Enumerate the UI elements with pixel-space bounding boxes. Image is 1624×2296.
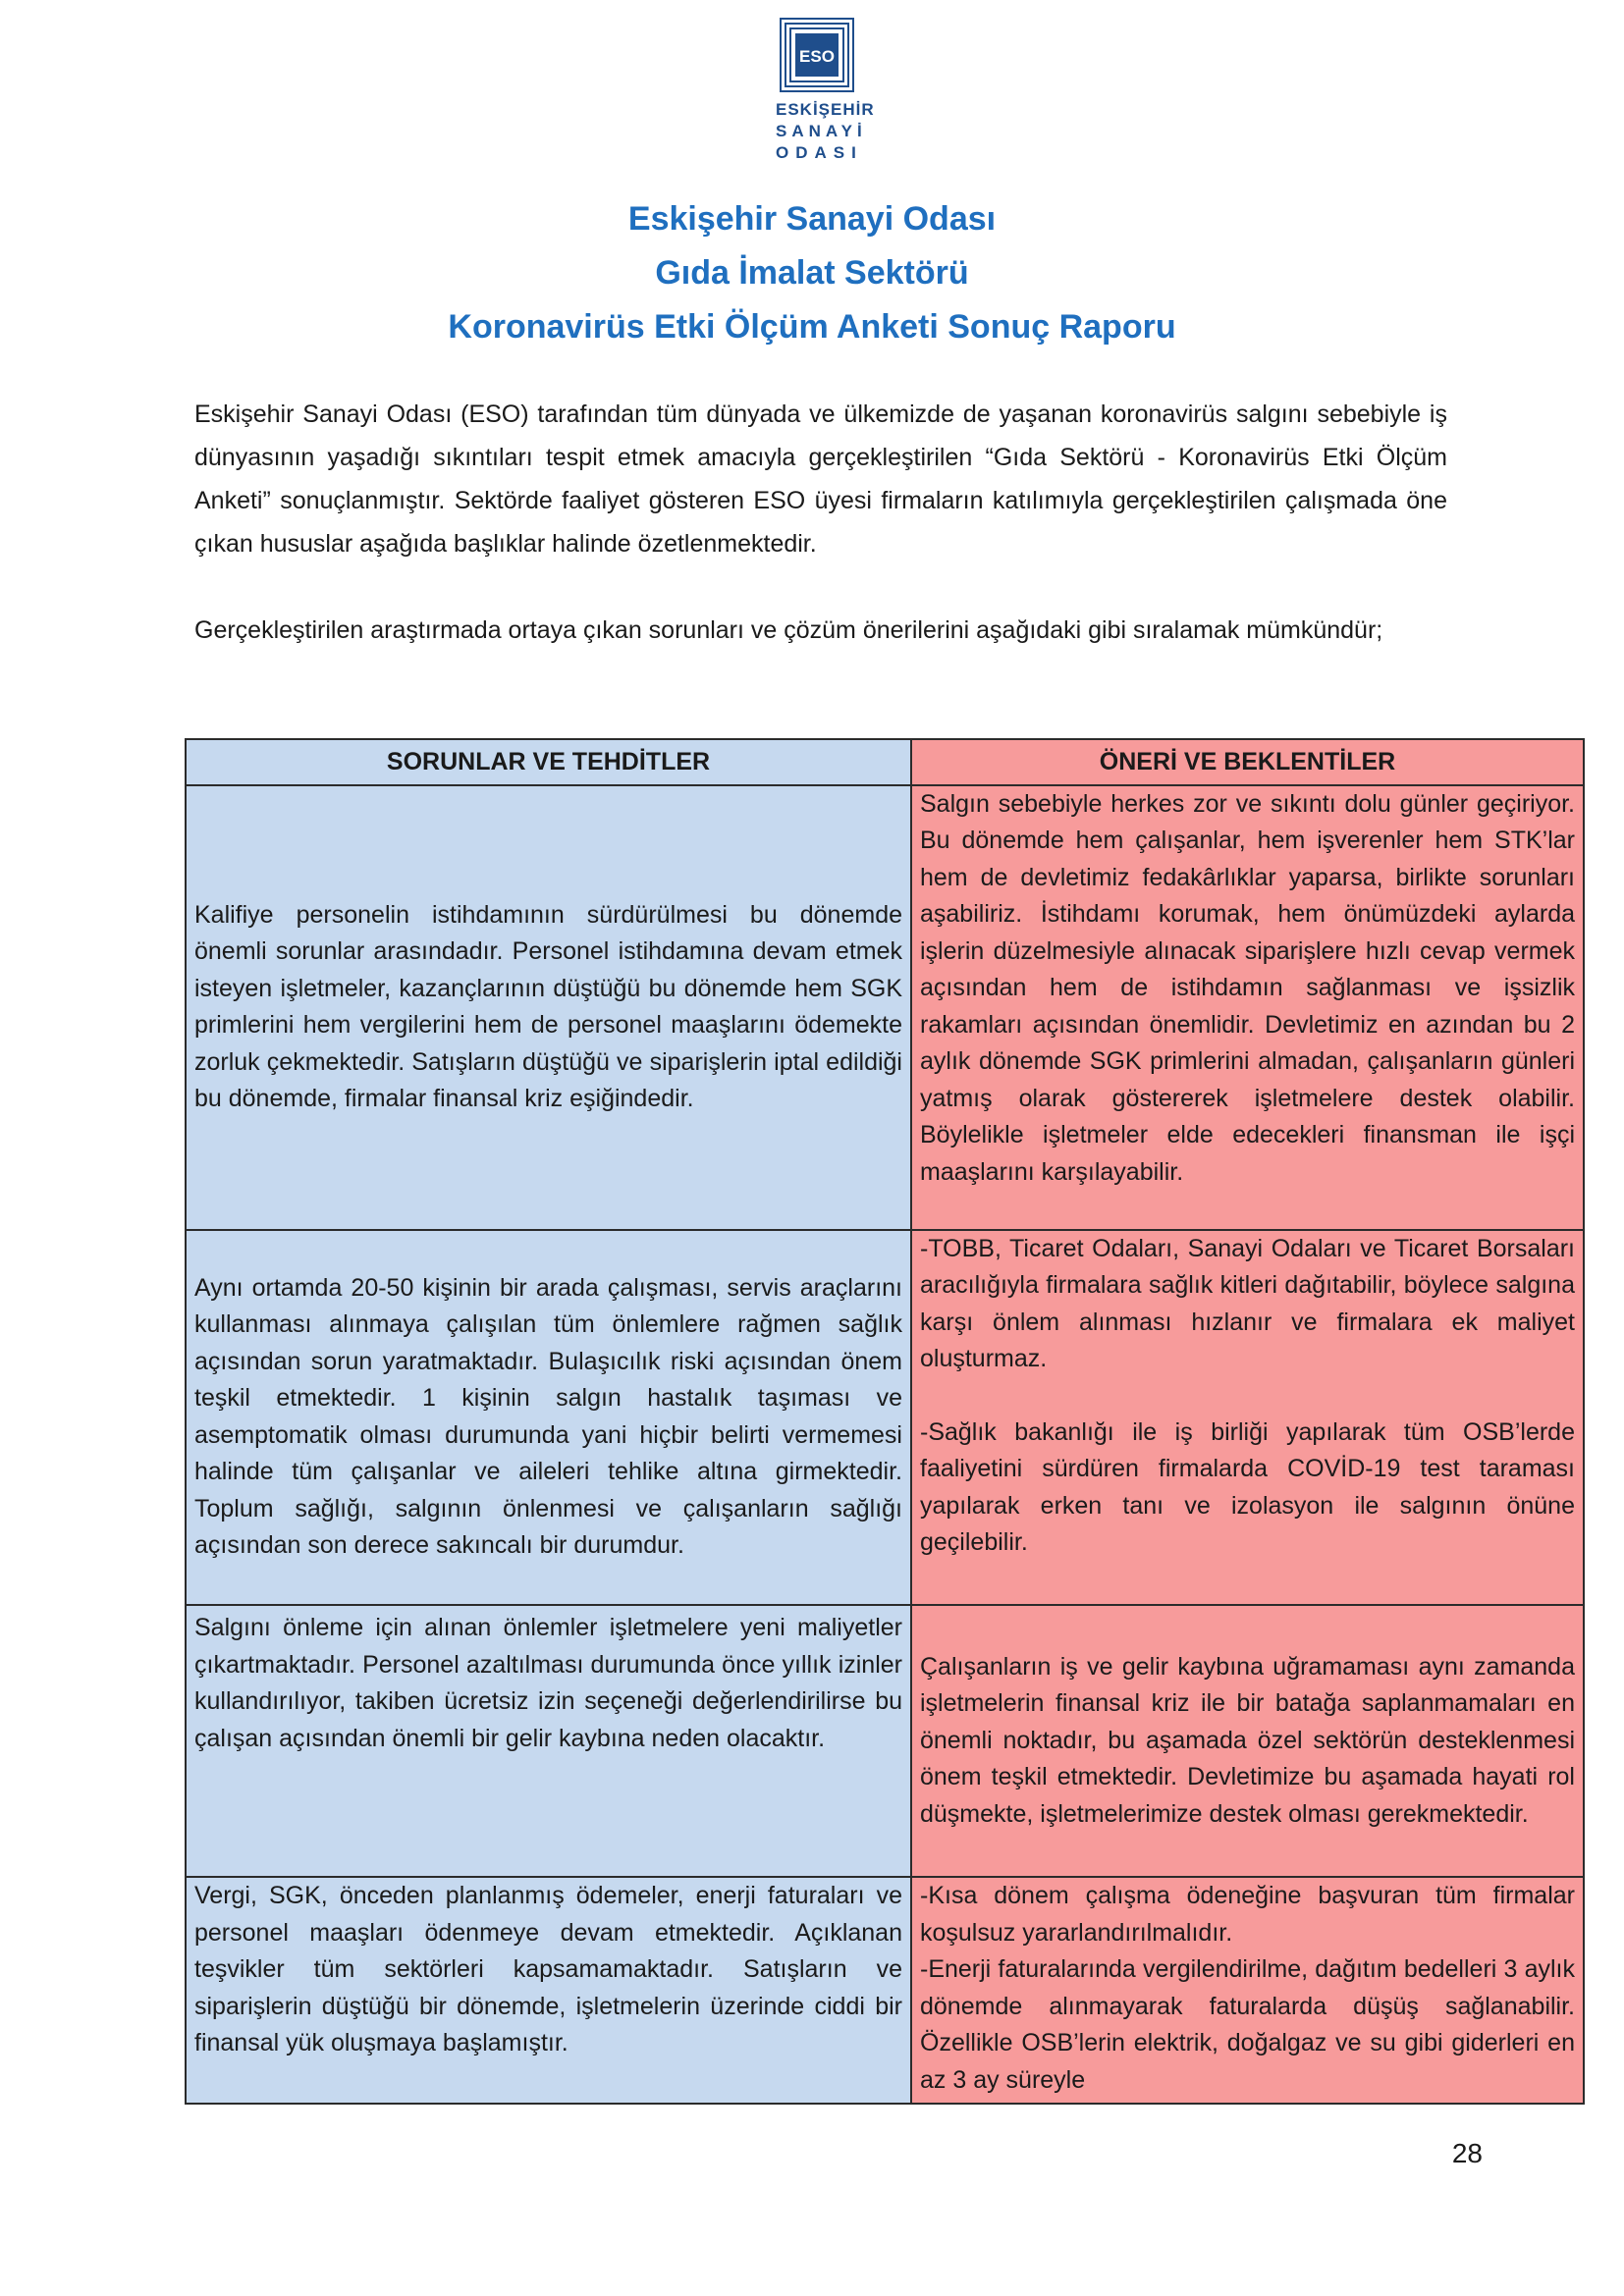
- suggestion-cell: Salgın sebebiyle herkes zor ve sıkıntı dolu günler geçiriyor. Bu dönemde hem çalışanlar, hem işverenler hem STK’lar hem de devletimiz fedakârlıklar yaparsa, birlikte sorunları aşabiliriz. İstihdamı korumak, hem önümüzdeki aylarda işlerin düzelmesiyle alınacak siparişlere hızlı cevap vermek açısından hem de istihdamın sağlanması ve işsizlik rakamları açısından önemlidir. Devletimiz en azından bu 2 aylık dönemde SGK primlerini almadan, çalışanların günleri yatmış olarak göstererek işletmelere destek olabilir. Böylelikle işletmeler elde edecekleri finansman ile işçi maaşlarını karşılayabilir.: [911, 785, 1584, 1230]
- logo-mark-text: ESO: [799, 47, 835, 66]
- eso-logo-mark-icon: [780, 18, 854, 92]
- suggestion-cell: Çalışanların iş ve gelir kaybına uğramaması aynı zamanda işletmelerin finansal kriz ile bir batağa saplanmamaları en önemli noktadır, bu aşamada özel sektörün desteklenmesi önem teşkil etmektedir. Devletimize bu aşamada hayati rol düşmekte, işletmelerimize destek olması gerekmektedir.: [911, 1605, 1584, 1877]
- title-sector: Gıda İmalat Sektörü: [655, 254, 969, 292]
- table-row: [186, 1877, 1584, 2104]
- eso-logo: [776, 18, 875, 163]
- suggestion-item: -Sağlık bakanlığı ile iş birliği yapılarak tüm OSB’lerde faaliyetini sürdüren firmalarda COVİD-19 test taraması yapılarak erken tanı ve izolasyon ile salgının önüne geçilebilir.: [920, 1417, 1575, 1557]
- problems-suggestions-table: [185, 738, 1585, 2105]
- problem-cell: Kalifiye personelin istihdamının sürdürülmesi bu dönemde önemli sorunlar arasındadır. Personel istihdamına devam etmek isteyen işletmeler, kazançlarının düştüğü bu dönemde hem SGK primlerini hem vergilerini hem de personel maaşlarını ödemekte zorluk çekmektedir. Satışların düştüğü ve siparişlerin iptal edildiği bu dönemde, firmalar finansal kriz eşiğindedir.: [186, 785, 911, 1230]
- problem-cell: Aynı ortamda 20-50 kişinin bir arada çalışması, servis araçlarını kullanması alınmaya çalışılan tüm önlemlere rağmen sağlık açısından sorun yaratmaktadır. Bulaşıcılık riski açısından önem teşkil etmektedir. 1 kişinin salgın hastalık taşıması ve asemptomatik olması durumunda yani hiçbir belirti vermemesi halinde tüm çalışanlar ve aileleri tehlike altına girmektedir. Toplum sağlığı, salgının önlenmesi ve çalışanların sağlığı açısından son derece sakıncalı bir durumdur.: [186, 1230, 911, 1605]
- suggestion-cell: [911, 1230, 1584, 1605]
- header-suggestions: ÖNERİ VE BEKLENTİLER: [911, 739, 1584, 785]
- logo-line-2: SANAYİ: [776, 122, 867, 140]
- page-number: 28: [1451, 2138, 1483, 2168]
- report-titles: [0, 192, 1624, 354]
- table-row: [186, 1230, 1584, 1605]
- intro-paragraph-2: Gerçekleştirilen araştırmada ortaya çıkan sorunları ve çözüm önerilerini aşağıdaki gibi sıralamak mümkündür;: [194, 616, 1383, 644]
- logo-line-3: ODASI: [776, 143, 863, 162]
- suggestion-cell: [911, 1877, 1584, 2104]
- intro-paragraph-1: Eskişehir Sanayi Odası (ESO) tarafından tüm dünyada ve ülkemizde de yaşanan koronavirüs salgını sebebiyle iş dünyasının yaşadığı sıkıntıları tespit etmek amacıyla gerçekleştirilen “Gıda Sektörü - Koronavirüs Etki Ölçüm Anketi” sonuçlanmıştır. Sektörde faaliyet gösteren ESO üyesi firmaların katılımıyla gerçekleştirilen çalışmada öne çıkan hususlar aşağıda başlıklar halinde özetlenmektedir.: [194, 400, 1447, 558]
- problem-cell: Salgını önleme için alınan önlemler işletmelere yeni maliyetler çıkartmaktadır. Personel azaltılması durumunda önce yıllık izinler kullandırılıyor, takiben ücretsiz izin seçeneği değerlendirilirse bu çalışan açısından önemli bir gelir kaybına neden olacaktır.: [186, 1605, 911, 1877]
- title-report: Koronavirüs Etki Ölçüm Anketi Sonuç Raporu: [448, 308, 1176, 346]
- table-row: [186, 785, 1584, 1230]
- suggestion-item: -Enerji faturalarında vergilendirilme, dağıtım bedelleri 3 aylık dönemde alınmayarak faturalarda düşüş sağlanabilir. Özellikle OSB’lerin elektrik, doğalgaz ve su gibi giderleri en az 3 ay süreyle: [920, 1955, 1575, 2094]
- logo-line-1: ESKİŞEHİR: [776, 100, 875, 119]
- header-problems: SORUNLAR VE TEHDİTLER: [186, 739, 911, 785]
- problem-cell: Vergi, SGK, önceden planlanmış ödemeler, enerji faturaları ve personel maaşları ödenmeye devam etmektedir. Açıklanan teşvikler tüm sektörleri kapsamamaktadır. Satışların ve siparişlerin düştüğü bir dönemde, işletmelerin üzerinde ciddi bir finansal yük oluşmaya başlamıştır.: [186, 1877, 911, 2104]
- table-header-row: [186, 739, 1584, 785]
- suggestion-item: -TOBB, Ticaret Odaları, Sanayi Odaları ve Ticaret Borsaları aracılığıyla firmalara sağlık kitleri dağıtabilir, böylece salgına karşı önlem alınması hızlanır ve firmalara ek maliyet oluşturmaz.: [920, 1234, 1575, 1373]
- table-row: [186, 1605, 1584, 1877]
- title-organization: Eskişehir Sanayi Odası: [627, 200, 997, 238]
- suggestion-item: -Kısa dönem çalışma ödeneğine başvuran tüm firmalar koşulsuz yararlandırılmalıdır.: [920, 1882, 1575, 1947]
